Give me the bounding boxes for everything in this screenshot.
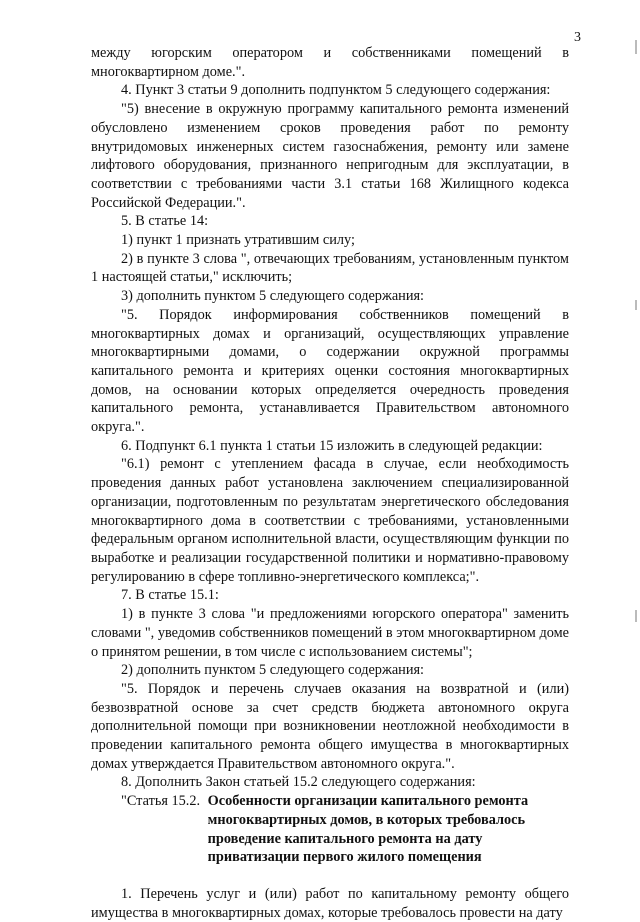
paragraph-item-8: 8. Дополнить Закон статьей 15.2 следующего содержания: <box>121 774 476 791</box>
article-number: "Статья 15.2. <box>121 793 204 810</box>
article-title-line: приватизации первого жилого помещения <box>207 849 482 866</box>
scan-edge-mark <box>635 300 637 310</box>
scan-edge-mark <box>635 40 637 54</box>
article-heading <box>91 792 569 867</box>
article-title-line: многоквартирных домов, в которых требовалось <box>207 811 526 828</box>
article-title-line: Особенности организации капитального ремонта <box>207 793 529 810</box>
paragraph-item-6: 6. Подпункт 6.1 пункта 1 статьи 15 изложить в следующей редакции: <box>121 437 543 454</box>
paragraph-item-4: 4. Пункт 3 статьи 9 дополнить подпунктом 5 следующего содержания: <box>121 82 551 99</box>
page-number: 3 <box>574 30 581 45</box>
paragraph-item-5: 5. В статье 14: <box>121 213 209 230</box>
paragraph-quoted-subitem-5: "5) внесение в окружную программу капитального ремонта изменений обусловлено изменением сроков проведения работ по ремонту внутридомовых инженерных систем газоснабжения, ремонту или замене лифтового оборудования, признанного непригодным для эксплуатации, в соответствии с требованиями части 3.1 статьи 168 Жилищного кодекса Российской Федерации.". <box>91 101 569 211</box>
paragraph-item-7: 7. В статье 15.1: <box>121 587 219 604</box>
article-title <box>204 792 538 867</box>
spacer <box>91 867 569 885</box>
article-title-line: проведение капитального ремонта на дату <box>207 830 483 847</box>
paragraph-continuation: между югорским оператором и собственниками помещений в многоквартирном доме.". <box>91 45 569 80</box>
paragraph-article-point-1: 1. Перечень услуг и (или) работ по капитальному ремонту общего имущества в многоквартирных домах, которые требовалось провести на дату <box>91 885 569 921</box>
paragraph-subitem-2: 2) в пункте 3 слова ", отвечающих требованиям, установленным пунктом 1 настоящей статьи," исключить; <box>91 250 569 286</box>
paragraph-quoted-point-5-second: "5. Порядок и перечень случаев оказания на возвратной и (или) безвозвратной основе за счет средств бюджета автономного округа дополнительной помощи при возникновении неотложной необходимости в проведении капитального ремонта общего имущества в многоквартирных домах утверждается Правительством автономного округа.". <box>91 680 569 772</box>
paragraph-quoted-point-5: "5. Порядок информирования собственников помещений в многоквартирных домах и организаций, осуществляющих управление многоквартирными домами, о содержании окружной программы капитального ремонта и критериях оценки состояния многоквартирных домов, на основании которых определяется очередность проведения капитального ремонта, устанавливается Правительством автономного округа.". <box>91 306 569 436</box>
paragraph-item-7-subitem-1: 1) в пункте 3 слова "и предложениями югорского оператора" заменить словами ", уведомив собственников помещений в этом многоквартирном доме о принятом решении, в том числе с использованием системы"; <box>91 606 569 660</box>
paragraph-subitem-1: 1) пункт 1 признать утратившим силу; <box>121 232 355 249</box>
paragraph-subitem-3: 3) дополнить пунктом 5 следующего содержания: <box>121 288 425 305</box>
paragraph-item-7-subitem-2: 2) дополнить пунктом 5 следующего содержания: <box>121 662 425 679</box>
scan-edge-mark <box>635 610 637 622</box>
document-body <box>91 44 569 922</box>
paragraph-quoted-subitem-6-1: "6.1) ремонт с утеплением фасада в случае, если необходимость проведения данных работ установлена заключением специализированной организации, подготовленным по результатам энергетического обследования многоквартирного дома в соответствии с требованиями, установленными федеральным органом исполнительной власти, осуществляющим функции по выработке и реализации государственной политики и нормативно-правовому регулированию в сфере топливно-энергетического комплекса;". <box>91 456 569 585</box>
